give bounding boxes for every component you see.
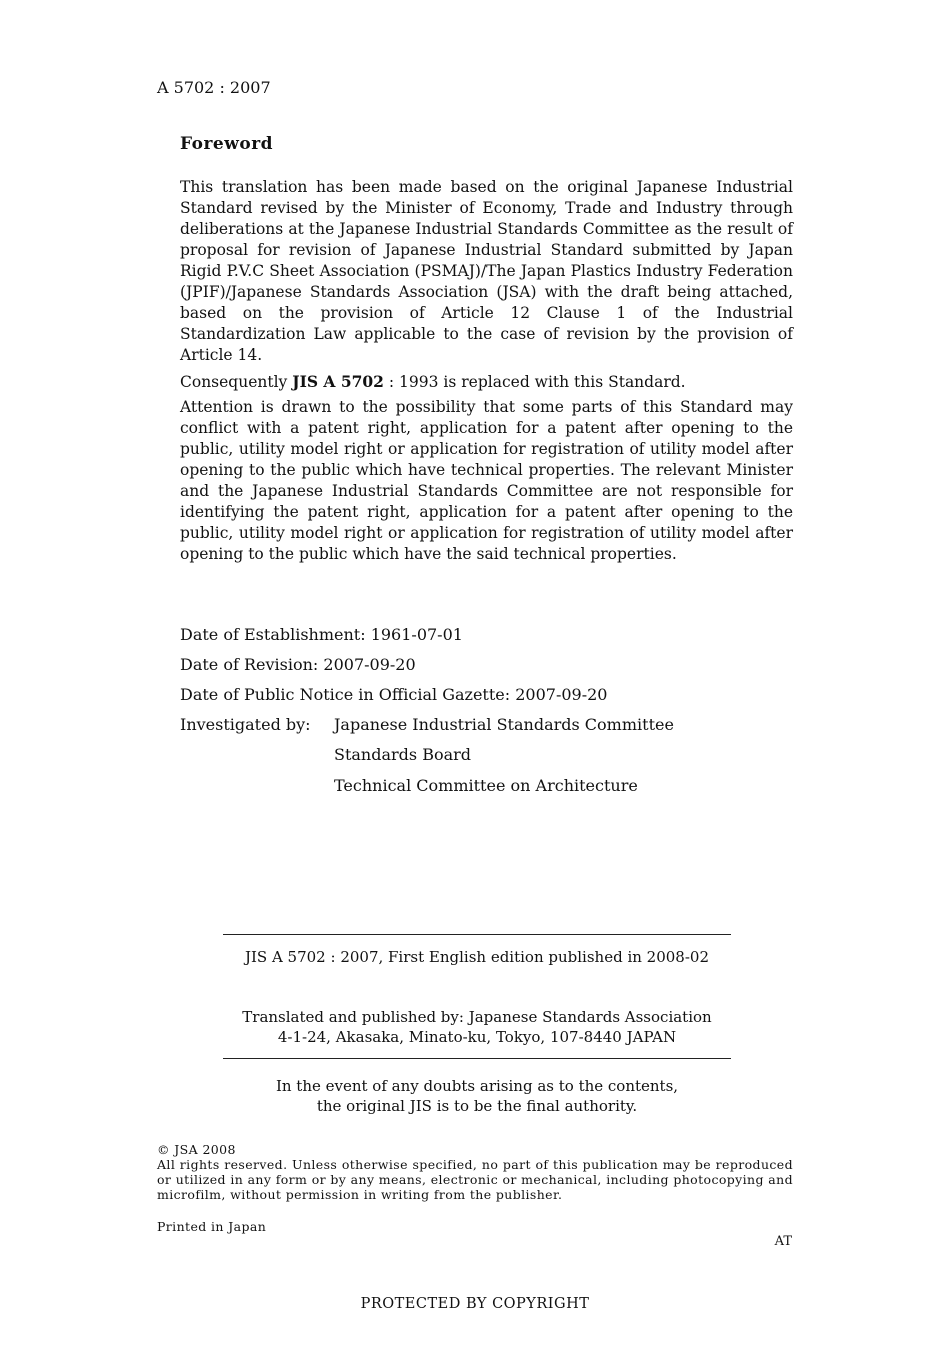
- standard-reference: JIS A 5702: [292, 372, 384, 391]
- foreword-title: Foreword: [180, 134, 274, 154]
- document-id: A 5702 : 2007: [157, 78, 271, 97]
- date-of-revision: Date of Revision: 2007-09-20: [180, 655, 416, 674]
- investigator-board: Standards Board: [334, 745, 472, 764]
- copyright-notice: © JSA 2008: [157, 1142, 236, 1157]
- date-of-public-notice: Date of Public Notice in Official Gazette: 2007-09-20: [180, 685, 608, 704]
- protected-by-copyright: PROTECTED BY COPYRIGHT: [360, 1296, 590, 1312]
- paragraph-2-suffix: : 1993 is replaced with this Standard.: [383, 373, 686, 391]
- rights-statement: All rights reserved. Unless otherwise specified, no part of this publication may be reproduced or utilized in any form or by any means, electronic or mechanical, including photocopying and microfilm, without permission in writing from the publisher.: [157, 1157, 793, 1202]
- divider-top: [223, 934, 731, 935]
- date-of-establishment: Date of Establishment: 1961-07-01: [180, 625, 463, 644]
- printed-in: Printed in Japan: [157, 1219, 267, 1234]
- paragraph-2-prefix: Consequently: [180, 373, 293, 391]
- investigator-committee: Japanese Industrial Standards Committee: [334, 715, 674, 734]
- edition-statement: JIS A 5702 : 2007, First English edition published in 2008-02: [244, 948, 710, 966]
- investigated-by-label: Investigated by:: [180, 715, 311, 734]
- foreword-paragraph-1: This translation has been made based on the original Japanese Industrial Standard revised by the Minister of Economy, Trade and Industry through deliberations at the Japanese Industrial Standards Committee as the result of proposal for revision of Japanese Industrial Standard submitted by Japan Rigid P.V.C Sheet Association (PSMAJ)/The Japan Plastics Industry Federation (JPIF)/Japanese Standards Association (JSA) with the draft being attached, based on the provision of Article 12 Clause 1 of the Industrial Standardization Law applicable to the case of revision by the provision of Article 14.: [180, 178, 793, 364]
- authority-note-line-2: the original JIS is to be the final authority.: [316, 1097, 638, 1115]
- foreword-paragraph-3: Attention is drawn to the possibility that some parts of this Standard may conflict with a patent right, application for a patent after opening to the public, utility model right or application for registration of utility model after opening to the public which have technical properties. The relevant Minister and the Japanese Industrial Standards Committee are not responsible for identifying the patent right, application for a patent after opening to the public, utility model right or application for registration of utility model after opening to the public which have the said technical properties.: [180, 398, 793, 563]
- investigator-technical-committee: Technical Committee on Architecture: [334, 776, 638, 795]
- divider-bottom: [223, 1058, 731, 1059]
- publisher-statement: Translated and published by: Japanese Standards Association: [242, 1008, 712, 1026]
- page-code: AT: [774, 1234, 792, 1249]
- foreword-paragraph-2: [180, 371, 793, 393]
- publisher-address: 4-1-24, Akasaka, Minato-ku, Tokyo, 107-8440 JAPAN: [277, 1028, 677, 1046]
- authority-note-line-1: In the event of any doubts arising as to the contents,: [275, 1077, 679, 1095]
